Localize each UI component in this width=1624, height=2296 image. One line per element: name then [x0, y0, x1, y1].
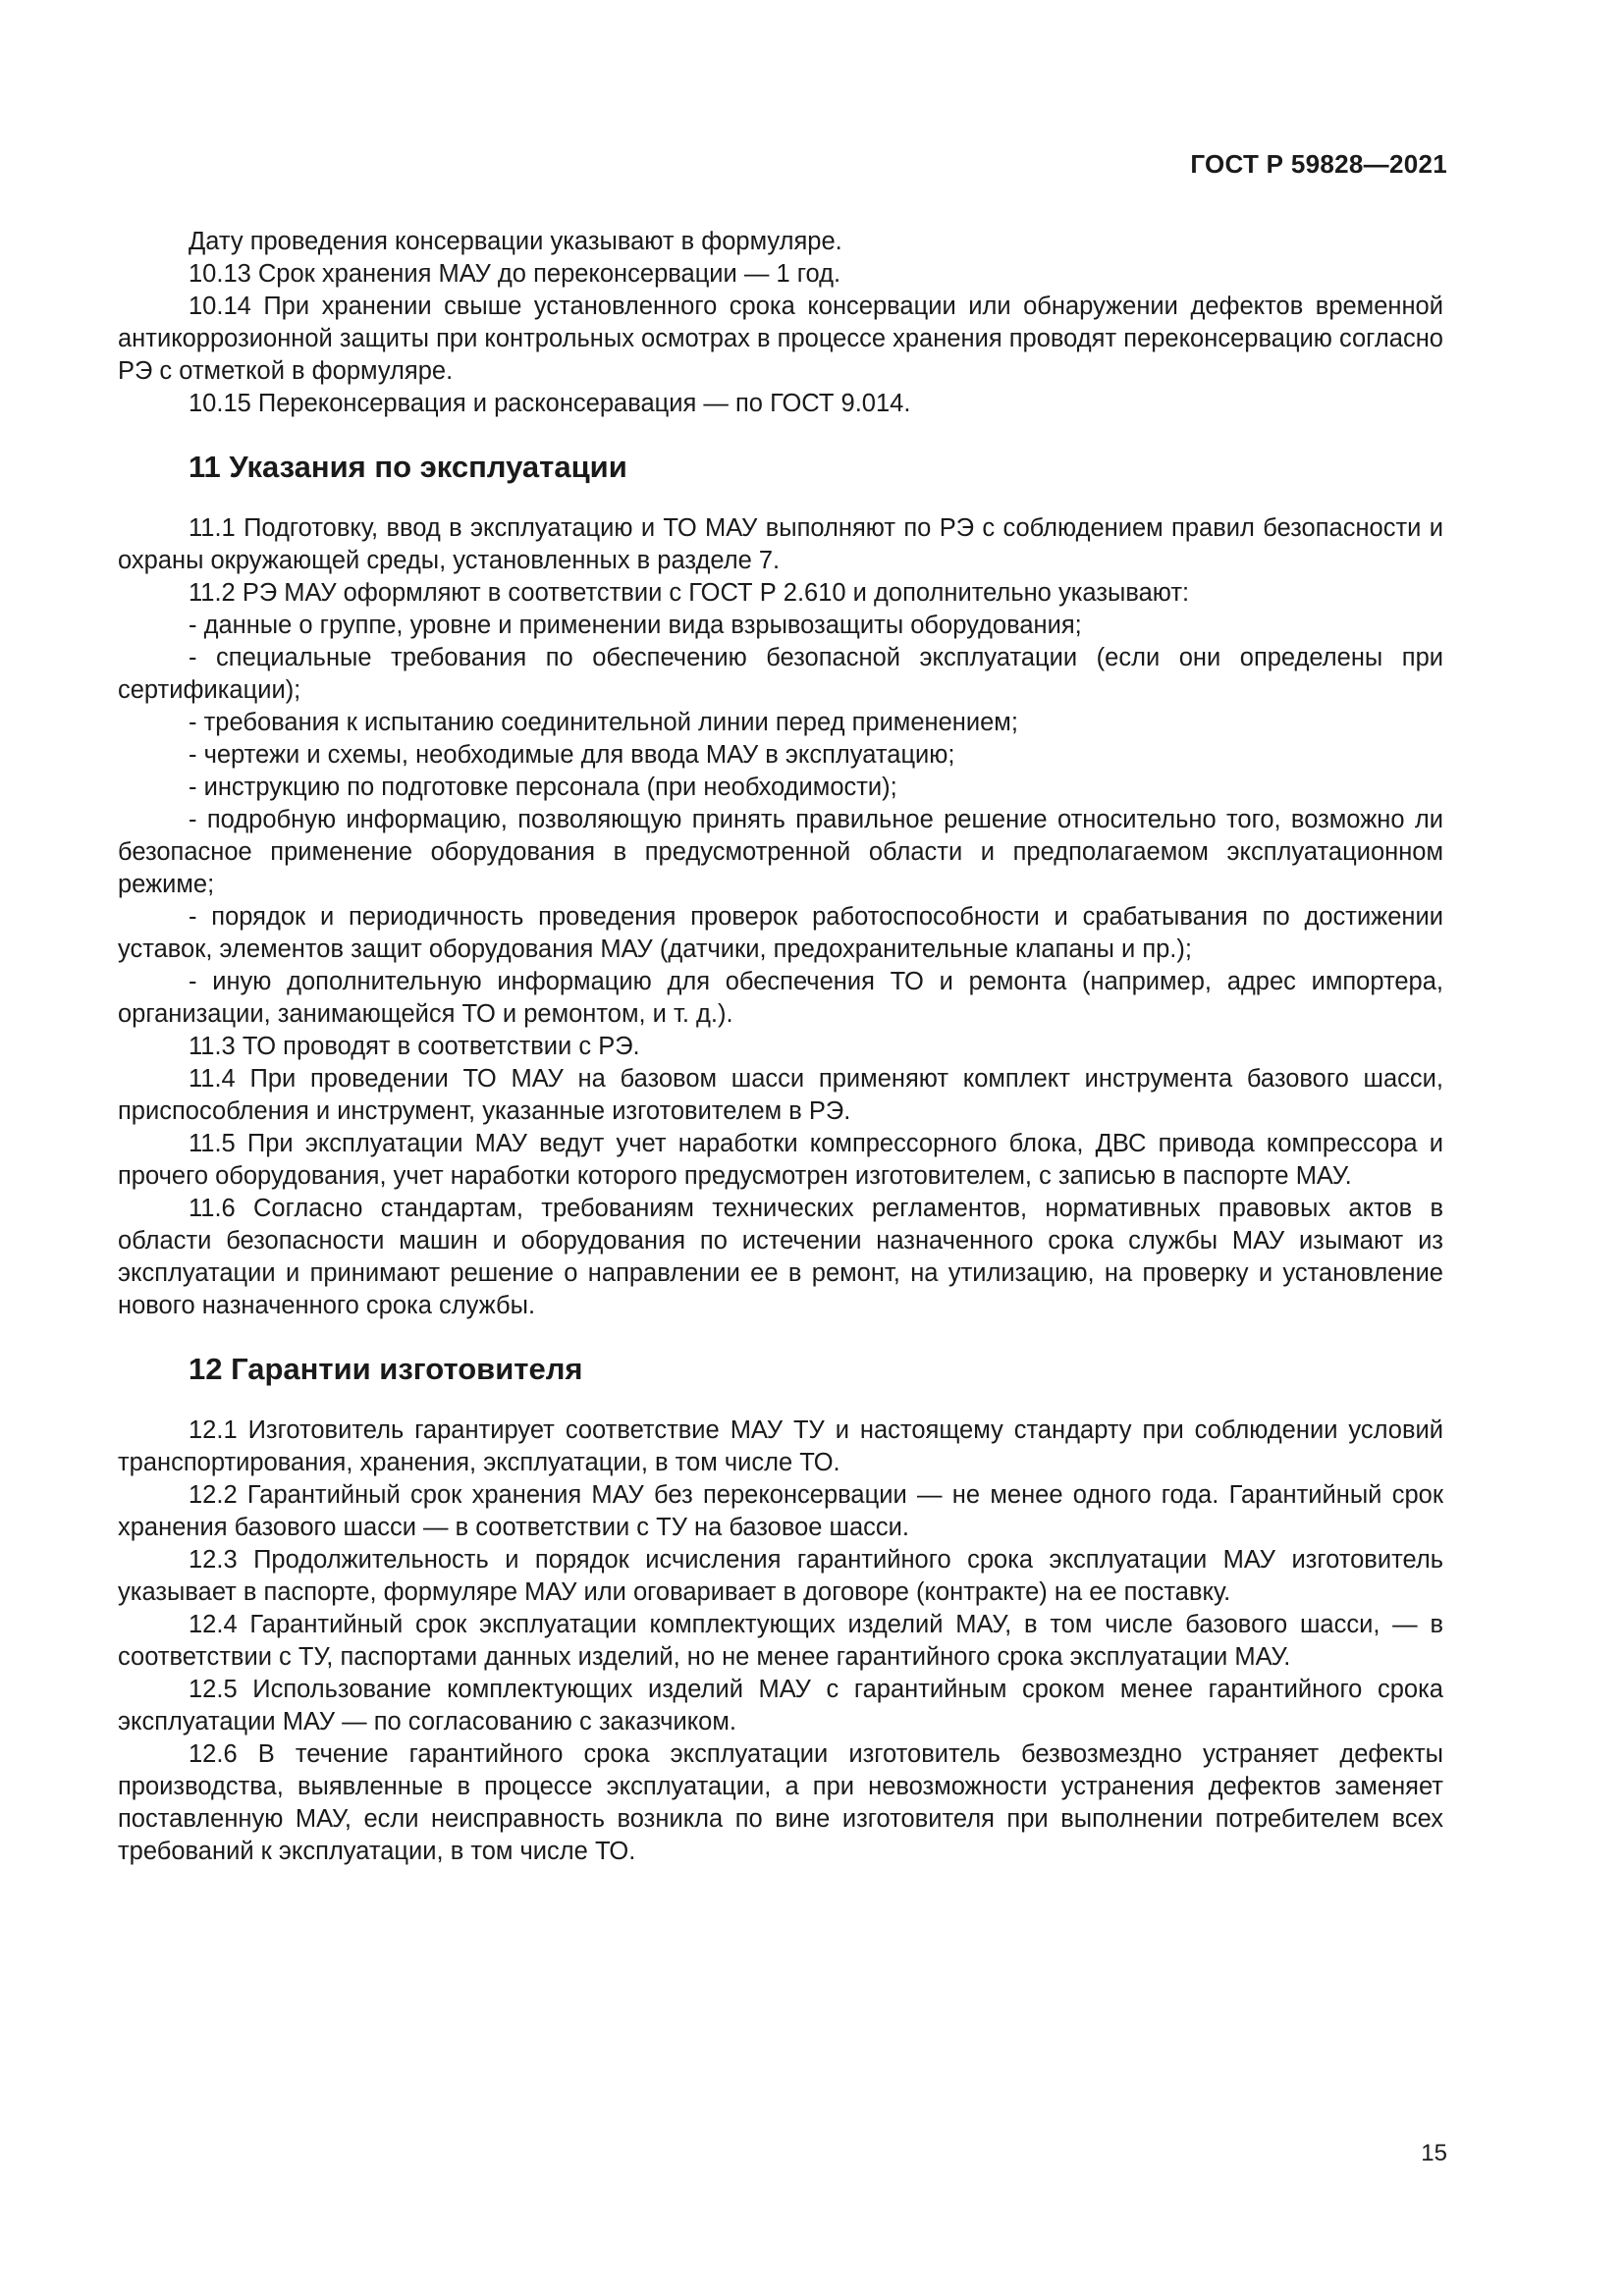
paragraph: 12.2 Гарантийный срок хранения МАУ без переконсервации — не менее одного года. Гарантийный срок хранения базового шасси — в соответствии с ТУ на базовое шасси. [118, 1481, 1443, 1541]
paragraph: 12.6 В течение гарантийного срока эксплуатации изготовитель безвозмездно устраняет дефекты производства, выявленные в процессе эксплуатации, а при невозможности устранения дефектов заменяет поставленную МАУ, если неисправность возникла по вине изготовителя при выполнении потребителем всех требований к эксплуатации, в том числе ТО. [118, 1740, 1443, 1865]
document-header: ГОСТ Р 59828—2021 [1190, 149, 1447, 179]
list-item: - порядок и периодичность проведения проверок работоспособности и срабатывания по достижении уставок, элементов защит оборудования МАУ (датчики, предохранительные клапаны и пр.); [118, 903, 1443, 963]
paragraph: 11.6 Согласно стандартам, требованиям технических регламентов, нормативных правовых актов в области безопасности машин и оборудования по истечении назначенного срока службы МАУ изымают из эксплуатации и принимают решение о направлении ее в ремонт, на утилизацию, на проверку и установление нового назначенного срока службы. [118, 1195, 1443, 1319]
paragraph: 12.5 Использование комплектующих изделий МАУ с гарантийным сроком менее гарантийного срока эксплуатации МАУ — по согласованию с заказчиком. [118, 1676, 1443, 1735]
paragraph: 11.2 РЭ МАУ оформляют в соответствии с ГОСТ Р 2.610 и дополнительно указывают: [189, 579, 1190, 607]
paragraph: 11.5 При эксплуатации МАУ ведут учет наработки компрессорного блока, ДВС привода компрессора и прочего оборудования, учет наработки которого предусмотрен изготовителем, с записью в паспорте МАУ. [118, 1130, 1443, 1190]
list-item: - подробную информацию, позволяющую принять правильное решение относительно того, возможно ли безопасное применение оборудования в предусмотренной области и предполагаемом эксплуатационном режиме; [118, 806, 1443, 898]
paragraph: 10.14 При хранении свыше установленного срока консервации или обнаружении дефектов временной антикоррозионной защиты при контрольных осмотрах в процессе хранения проводят переконсервацию согласно РЭ с отметкой в формуляре. [118, 293, 1443, 385]
section-heading-12: 12 Гарантии изготовителя [189, 1352, 583, 1386]
list-item: - требования к испытанию соединительной линии перед применением; [189, 709, 1018, 736]
paragraph: 11.3 ТО проводят в соответствии с РЭ. [189, 1033, 640, 1060]
paragraph: 11.4 При проведении ТО МАУ на базовом шасси применяют комплект инструмента базового шасси, приспособления и инструмент, указанные изготовителем в РЭ. [118, 1065, 1443, 1125]
list-item: - чертежи и схемы, необходимые для ввода МАУ в эксплуатацию; [189, 741, 955, 769]
paragraph: 11.1 Подготовку, ввод в эксплуатацию и ТО МАУ выполняют по РЭ с соблюдением правил безопасности и охраны окружающей среды, установленных в разделе 7. [118, 514, 1443, 574]
list-item: - специальные требования по обеспечению безопасной эксплуатации (если они определены при сертификации); [118, 644, 1443, 704]
paragraph: 12.1 Изготовитель гарантирует соответствие МАУ ТУ и настоящему стандарту при соблюдении условий транспортирования, хранения, эксплуатации, в том числе ТО. [118, 1416, 1443, 1476]
list-item: - инструкцию по подготовке персонала (при необходимости); [189, 774, 897, 801]
paragraph: 12.4 Гарантийный срок эксплуатации комплектующих изделий МАУ, в том числе базового шасси, — в соответствии с ТУ, паспортами данных изделий, но не менее гарантийного срока эксплуатации МАУ. [118, 1611, 1443, 1671]
list-item: - иную дополнительную информацию для обеспечения ТО и ремонта (например, адрес импортера, организации, занимающейся ТО и ремонтом, и т. д.). [118, 968, 1443, 1028]
page-number: 15 [1421, 2140, 1447, 2166]
list-item: - данные о группе, уровне и применении вида взрывозащиты оборудования; [189, 612, 1082, 639]
paragraph: 12.3 Продолжительность и порядок исчисления гарантийного срока эксплуатации МАУ изготовитель указывает в паспорте, формуляре МАУ или оговаривает в договоре (контракте) на ее поставку. [118, 1546, 1443, 1606]
paragraph: 10.15 Переконсервация и расконсеравация — по ГОСТ 9.014. [189, 390, 911, 417]
document-body [118, 226, 1443, 1868]
paragraph: 10.13 Срок хранения МАУ до переконсервации — 1 год. [189, 260, 841, 288]
paragraph: Дату проведения консервации указывают в формуляре. [189, 228, 842, 255]
section-heading-11: 11 Указания по эксплуатации [189, 450, 627, 484]
